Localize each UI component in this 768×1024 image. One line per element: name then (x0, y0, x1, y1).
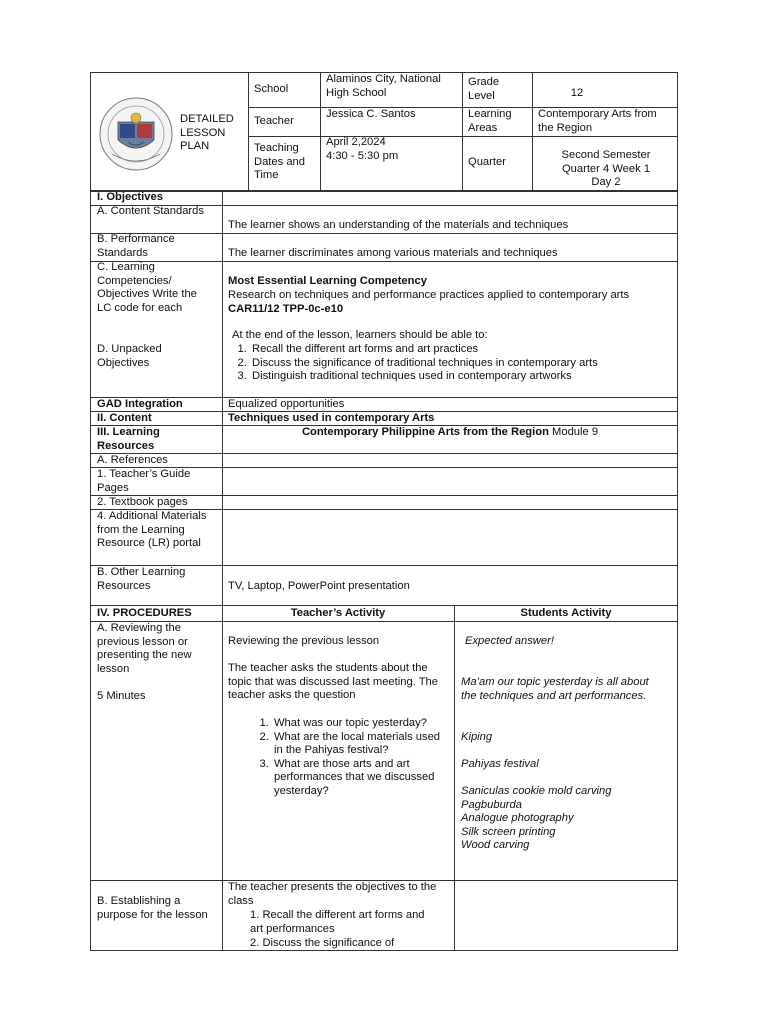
content-standards-value: The learner shows an understanding of the materials and techniques (228, 219, 569, 231)
end-of-lesson-text: At the end of the lesson, learners should be able to: (232, 329, 488, 341)
objectives-heading: I. Objectives (97, 191, 163, 203)
grade-label: Grade Level (468, 76, 500, 102)
content-value: Techniques used in contemporary Arts (228, 412, 435, 424)
teachers-guide-label: 1. Teacher’s Guide Pages (97, 468, 191, 494)
procedure-a-time: 5 Minutes (97, 690, 146, 702)
question-item: 1. What was our topic yesterday? (272, 717, 450, 731)
student-answer-4: Saniculas cookie mold carving Pagbuburda Analogue photography Silk screen printing Wood carving (461, 785, 612, 852)
performance-standards-label: B. Performance Standards (97, 233, 175, 259)
students-activity-header: Students Activity (520, 607, 612, 619)
school-label: School (254, 83, 289, 95)
quarter-value: Second Semester Quarter 4 Week 1 Day 2 (561, 149, 651, 189)
content-standards-label: A. Content Standards (97, 205, 204, 217)
objective-item: 1. Recall the different art forms and art practices (250, 343, 690, 357)
procedure-b-item-1: 1. Recall the different art forms and art performances (250, 909, 425, 935)
objective-item: 2. Discuss the significance of traditional techniques in contemporary arts (250, 357, 690, 371)
other-resources-label: B. Other Learning Resources (97, 566, 186, 592)
procedure-b-item-2: 2. Discuss the significance of (250, 937, 395, 949)
deped-seal-logo (98, 96, 174, 172)
procedure-a-questions (228, 717, 450, 799)
student-answer-3: Pahiyas festival (461, 758, 539, 770)
resources-label: III. Learning Resources (97, 426, 160, 452)
procedures-label: IV. PROCEDURES (97, 607, 192, 619)
time-value: 4:30 - 5:30 pm (326, 150, 399, 162)
student-answer-1: Ma’am our topic yesterday is all about the techniques and art performances. (461, 676, 649, 702)
procedure-a-text: The teacher asks the students about the topic that was discussed last meeting. The teacher asks the question (228, 662, 438, 702)
procedure-b-label: B. Establishing a purpose for the lesson (97, 895, 208, 921)
resources-value: Contemporary Philippine Arts from the Region Module 9 (301, 426, 599, 438)
procedure-a-label: A. Reviewing the previous lesson or presenting the new lesson (97, 622, 192, 675)
teacher-activity-header: Teacher’s Activity (290, 607, 386, 619)
additional-materials-label: 4. Additional Materials from the Learning Resource (LR) portal (97, 510, 207, 550)
teacher-value: Jessica C. Santos (326, 108, 416, 120)
quarter-label: Quarter (468, 156, 506, 168)
textbook-label: 2. Textbook pages (97, 496, 188, 508)
question-item: 3. What are those arts and art performances that we discussed yesterday? (272, 758, 450, 799)
gad-value: Equalized opportunities (228, 398, 345, 410)
date-value: April 2,2024 (326, 136, 386, 148)
document-title: DETAILED LESSON PLAN (180, 113, 234, 153)
references-label: A. References (97, 454, 168, 466)
unpacked-objectives-label: D. Unpacked Objectives (97, 343, 162, 369)
gad-label: GAD Integration (97, 398, 183, 410)
dates-label: Teaching Dates and Time (254, 142, 305, 182)
other-resources-value: TV, Laptop, PowerPoint presentation (228, 580, 410, 592)
melc-heading: Most Essential Learning Competency (228, 275, 427, 287)
procedure-b-text: The teacher presents the objectives to the class (228, 881, 437, 907)
melc-code: CAR11/12 TPP-0c-e10 (228, 302, 344, 315)
student-answer-2: Kiping (461, 731, 493, 743)
objective-list (230, 343, 690, 384)
objective-item: 3. Distinguish traditional techniques used in contemporary artworks (250, 370, 690, 384)
content-label: II. Content (97, 412, 152, 424)
question-item: 2. What are the local materials used in the Pahiyas festival? (272, 731, 450, 758)
performance-standards-value: The learner discriminates among various materials and techniques (228, 247, 558, 259)
procedure-a-intro: Reviewing the previous lesson (228, 635, 380, 647)
teacher-label: Teacher (254, 115, 294, 127)
school-value: Alaminos City, National High School (326, 73, 441, 99)
grade-value: 12 (570, 87, 584, 99)
melc-text: Research on techniques and performance practices applied to contemporary arts CAR11/12 TPP-0c-e10 (228, 289, 630, 315)
learning-areas-value: Contemporary Arts from the Region (538, 108, 657, 134)
competencies-label: C. Learning Competencies/ Objectives Write the LC code for each (97, 261, 197, 314)
expected-answer-label: Expected answer! (465, 635, 554, 647)
learning-areas-label: Learning Areas (468, 108, 512, 134)
